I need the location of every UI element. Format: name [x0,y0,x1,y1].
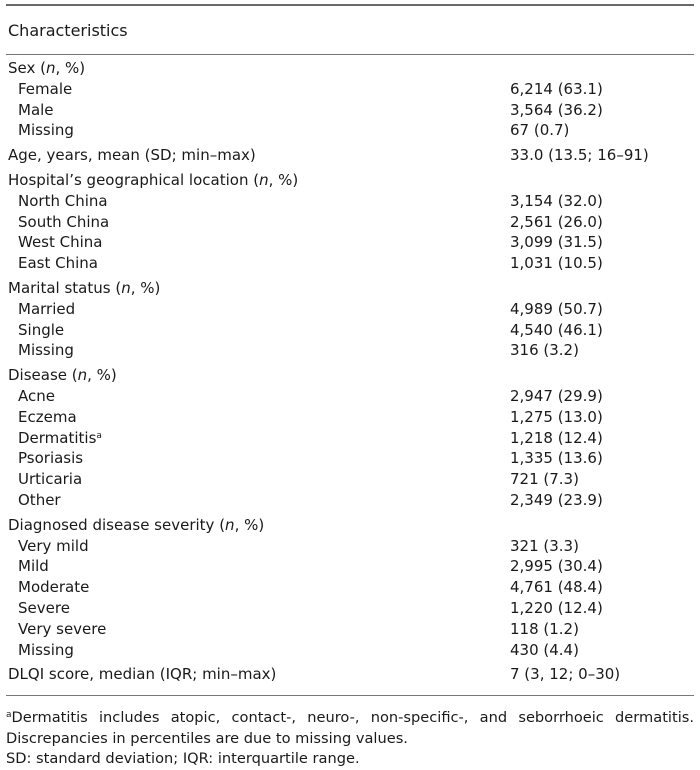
row-label-text: Very mild [18,536,89,555]
row-value [510,170,694,191]
row-value [510,278,694,299]
table-group [6,145,694,166]
row-label-text: Mild [18,557,49,576]
row-label [6,515,510,536]
row-label-text: Other [18,490,61,509]
row-value [510,365,694,386]
table-row [6,640,694,661]
row-label-suffix: , %) [55,59,86,77]
table-row [6,556,694,577]
row-value [510,515,694,536]
row-label-italic: n [45,59,56,77]
row-label-text: South China [18,212,110,231]
table-bottom-rule [6,695,694,696]
table-group [6,170,694,274]
row-label-text: North China [18,191,108,210]
row-value: 3,154 (32.0) [510,191,603,210]
row-value: 1,275 (13.0) [510,407,603,426]
table-row [6,577,694,598]
row-label [6,619,510,640]
row-label [6,407,510,428]
row-label [6,469,510,490]
row-label [6,556,510,577]
table-row [6,79,694,100]
footnote-a [6,708,694,749]
table-group [6,365,694,511]
table-row [6,619,694,640]
row-label [6,79,510,100]
row-label [6,58,510,79]
row-label [6,640,510,661]
row-label-suffix: , %) [234,515,265,534]
table-group [6,278,694,361]
characteristics-table-document [6,4,694,770]
row-label-text: Missing [18,640,74,659]
row-label-text: Dermatitis [18,428,97,447]
row-label-text: Sex ( [8,59,46,77]
row-value: 2,561 (26.0) [510,212,603,231]
row-label-text: Hospital’s geographical location ( [8,170,260,189]
row-value: 430 (4.4) [510,640,579,659]
row-value: 4,540 (46.1) [510,320,603,339]
row-label-text: Urticaria [18,470,83,489]
row-value: 118 (1.2) [510,619,579,638]
row-value: 316 (3.2) [510,341,579,360]
table-row [6,320,694,341]
table-row [6,278,694,299]
row-label [6,428,510,449]
row-value: 2,349 (23.9) [510,490,603,509]
row-label [6,490,510,511]
row-label-text: West China [18,233,103,252]
row-label [6,191,510,212]
table-row [6,515,694,536]
row-label [6,577,510,598]
row-value: 67 (0.7) [510,121,570,140]
table-row [6,299,694,320]
row-label [6,120,510,141]
table-row [6,407,694,428]
row-label-suffix: , %) [130,278,161,297]
table-row [6,340,694,361]
table-row [6,232,694,253]
table-group [6,515,694,661]
row-label [6,386,510,407]
footnote-marker: a [96,430,102,441]
row-value: 33.0 (13.5; 16–91) [510,146,649,165]
row-value: 3,099 (31.5) [510,233,603,252]
row-value: 4,989 (50.7) [510,299,603,318]
table-row [6,428,694,449]
row-label-text: Missing [18,121,74,140]
table-row [6,365,694,386]
row-label-suffix: , %) [268,170,299,189]
row-value [510,58,694,79]
row-value: 1,218 (12.4) [510,428,603,447]
table-row [6,212,694,233]
table-row [6,598,694,619]
table-header-label: Characteristics [8,20,128,40]
row-label-text: Very severe [18,619,107,638]
row-value: 6,214 (63.1) [510,79,603,98]
row-value: 721 (7.3) [510,470,579,489]
row-label [6,253,510,274]
table-footnotes [6,708,694,770]
table-row [6,170,694,191]
row-value: 2,995 (30.4) [510,557,603,576]
table-row [6,253,694,274]
row-label-text: Diagnosed disease severity ( [8,515,226,534]
table-row [6,386,694,407]
table-header [6,6,694,54]
row-label-text: Female [18,79,73,98]
row-label-text: Severe [18,598,70,617]
table-row [6,58,694,79]
footnote-a-text: Dermatitis includes atopic, contact-, neuro-, non-specific-, and seborrhoeic dermatitis. Discrepancies in percentiles are due to missing values. [6,709,694,747]
row-label-text: Psoriasis [18,449,84,468]
table-row [6,145,694,166]
row-label [6,170,510,191]
row-label [6,598,510,619]
table-row [6,448,694,469]
row-label [6,664,510,685]
row-label-text: Disease ( [8,366,78,385]
footnote-a-marker: a [6,710,12,721]
row-value: 7 (3, 12; 0–30) [510,665,621,684]
row-label [6,100,510,121]
row-label-suffix: , %) [87,366,117,385]
table-body [6,55,694,695]
row-label-text: Eczema [18,407,77,426]
row-label [6,536,510,557]
row-label-text: Acne [18,386,55,405]
row-value: 1,335 (13.6) [510,449,603,468]
row-label-italic: n [259,170,269,189]
row-label-text: Single [18,320,65,339]
row-label [6,340,510,361]
row-label-text: Marital status ( [8,278,122,297]
table-group [6,58,694,141]
row-label [6,232,510,253]
row-label-text: East China [18,254,98,273]
row-value: 2,947 (29.9) [510,386,603,405]
row-label-text: Missing [18,341,74,360]
table-row [6,536,694,557]
row-label [6,145,510,166]
table-row [6,490,694,511]
table-row [6,469,694,490]
row-label-text: DLQI score, median (IQR; min–max) [8,665,277,684]
row-value: 1,220 (12.4) [510,598,603,617]
row-label-italic: n [225,515,235,534]
table-row [6,100,694,121]
row-label-text: Age, years, mean (SD; min–max) [8,146,256,165]
table-group [6,664,694,685]
row-label-italic: n [77,366,88,385]
row-label [6,320,510,341]
table-row [6,664,694,685]
row-label-text: Male [18,100,54,119]
footnote-abbreviations: SD: standard deviation; IQR: interquartile range. [6,750,360,768]
row-value: 1,031 (10.5) [510,254,603,273]
table-row [6,191,694,212]
row-value: 3,564 (36.2) [510,100,603,119]
row-label-text: Moderate [18,578,90,597]
row-label [6,448,510,469]
row-label [6,278,510,299]
row-label [6,212,510,233]
row-label [6,299,510,320]
row-value: 4,761 (48.4) [510,578,603,597]
row-value: 321 (3.3) [510,536,579,555]
row-label-italic: n [121,278,131,297]
row-label-text: Married [18,299,76,318]
row-label [6,365,510,386]
table-row [6,120,694,141]
